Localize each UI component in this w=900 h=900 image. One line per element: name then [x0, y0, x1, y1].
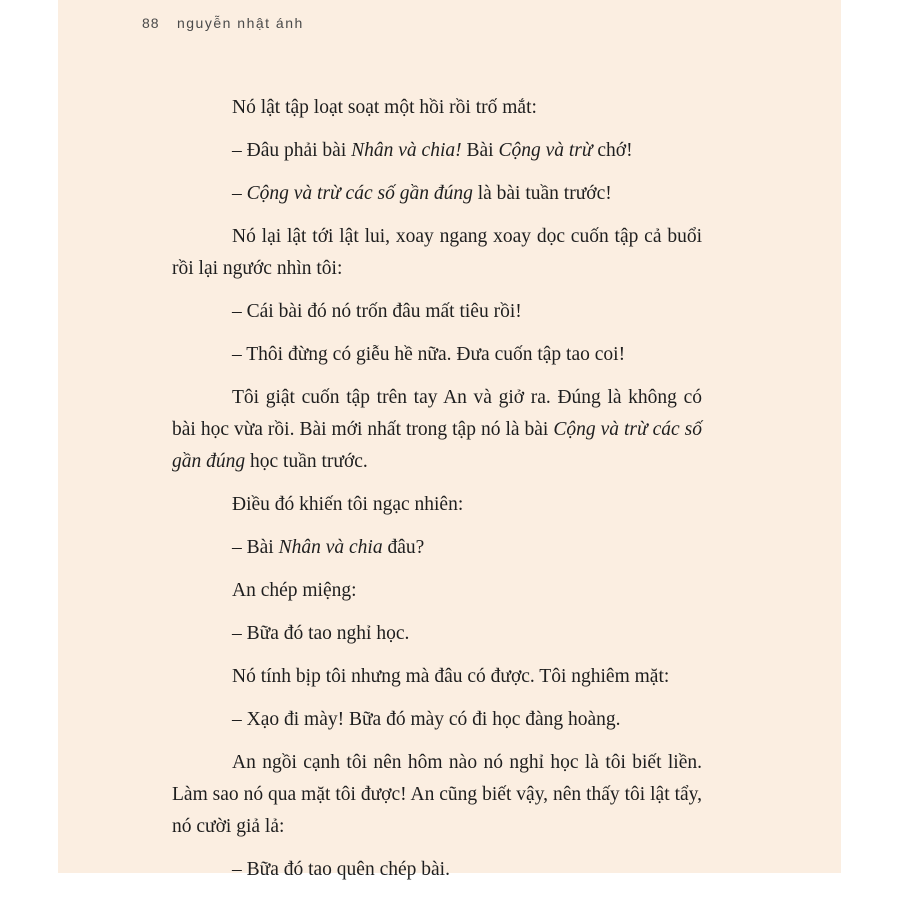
paragraph: Nó lại lật tới lật lui, xoay ngang xoay dọc cuốn tập cả buổi rồi lại ngước nhìn tôi:: [172, 226, 702, 279]
dialogue-line: – Bữa đó tao nghỉ học.: [232, 623, 410, 644]
dialogue-line: – Đâu phải bài Nhân và chia! Bài Cộng và trừ chớ!: [232, 140, 633, 161]
paragraph: An chép miệng:: [232, 580, 357, 601]
dialogue-line: – Bữa đó tao quên chép bài.: [232, 859, 450, 880]
dialogue-line: – Cộng và trừ các số gần đúng là bài tuần trước!: [232, 183, 612, 204]
paragraph: An ngồi cạnh tôi nên hôm nào nó nghỉ học là tôi biết liền. Làm sao nó qua mặt tôi được! An cũng biết vậy, nên thấy tôi lật tẩy, nó cười giả lả:: [172, 752, 702, 837]
dialogue-line: – Cái bài đó nó trốn đâu mất tiêu rồi!: [232, 301, 522, 322]
paragraph: Nó lật tập loạt soạt một hồi rồi trố mắt:: [232, 97, 537, 118]
dialogue-line: – Bài Nhân và chia đâu?: [232, 537, 425, 558]
dialogue-line: – Xạo đi mày! Bữa đó mày có đi học đàng hoàng.: [232, 709, 621, 730]
page-number: 88: [142, 15, 160, 31]
running-header: [142, 15, 304, 31]
page-body-text: [172, 92, 702, 897]
paragraph: Điều đó khiến tôi ngạc nhiên:: [232, 494, 464, 515]
dialogue-line: – Thôi đừng có giễu hề nữa. Đưa cuốn tập tao coi!: [232, 344, 626, 365]
paragraph: Tôi giật cuốn tập trên tay An và giở ra. Đúng là không có bài học vừa rồi. Bài mới nhất trong tập nó là bài Cộng và trừ các số gần đúng học tuần trước.: [172, 387, 702, 472]
author-name: nguyễn nhật ánh: [176, 15, 304, 31]
paragraph: Nó tính bịp tôi nhưng mà đâu có được. Tôi nghiêm mặt:: [232, 666, 670, 687]
